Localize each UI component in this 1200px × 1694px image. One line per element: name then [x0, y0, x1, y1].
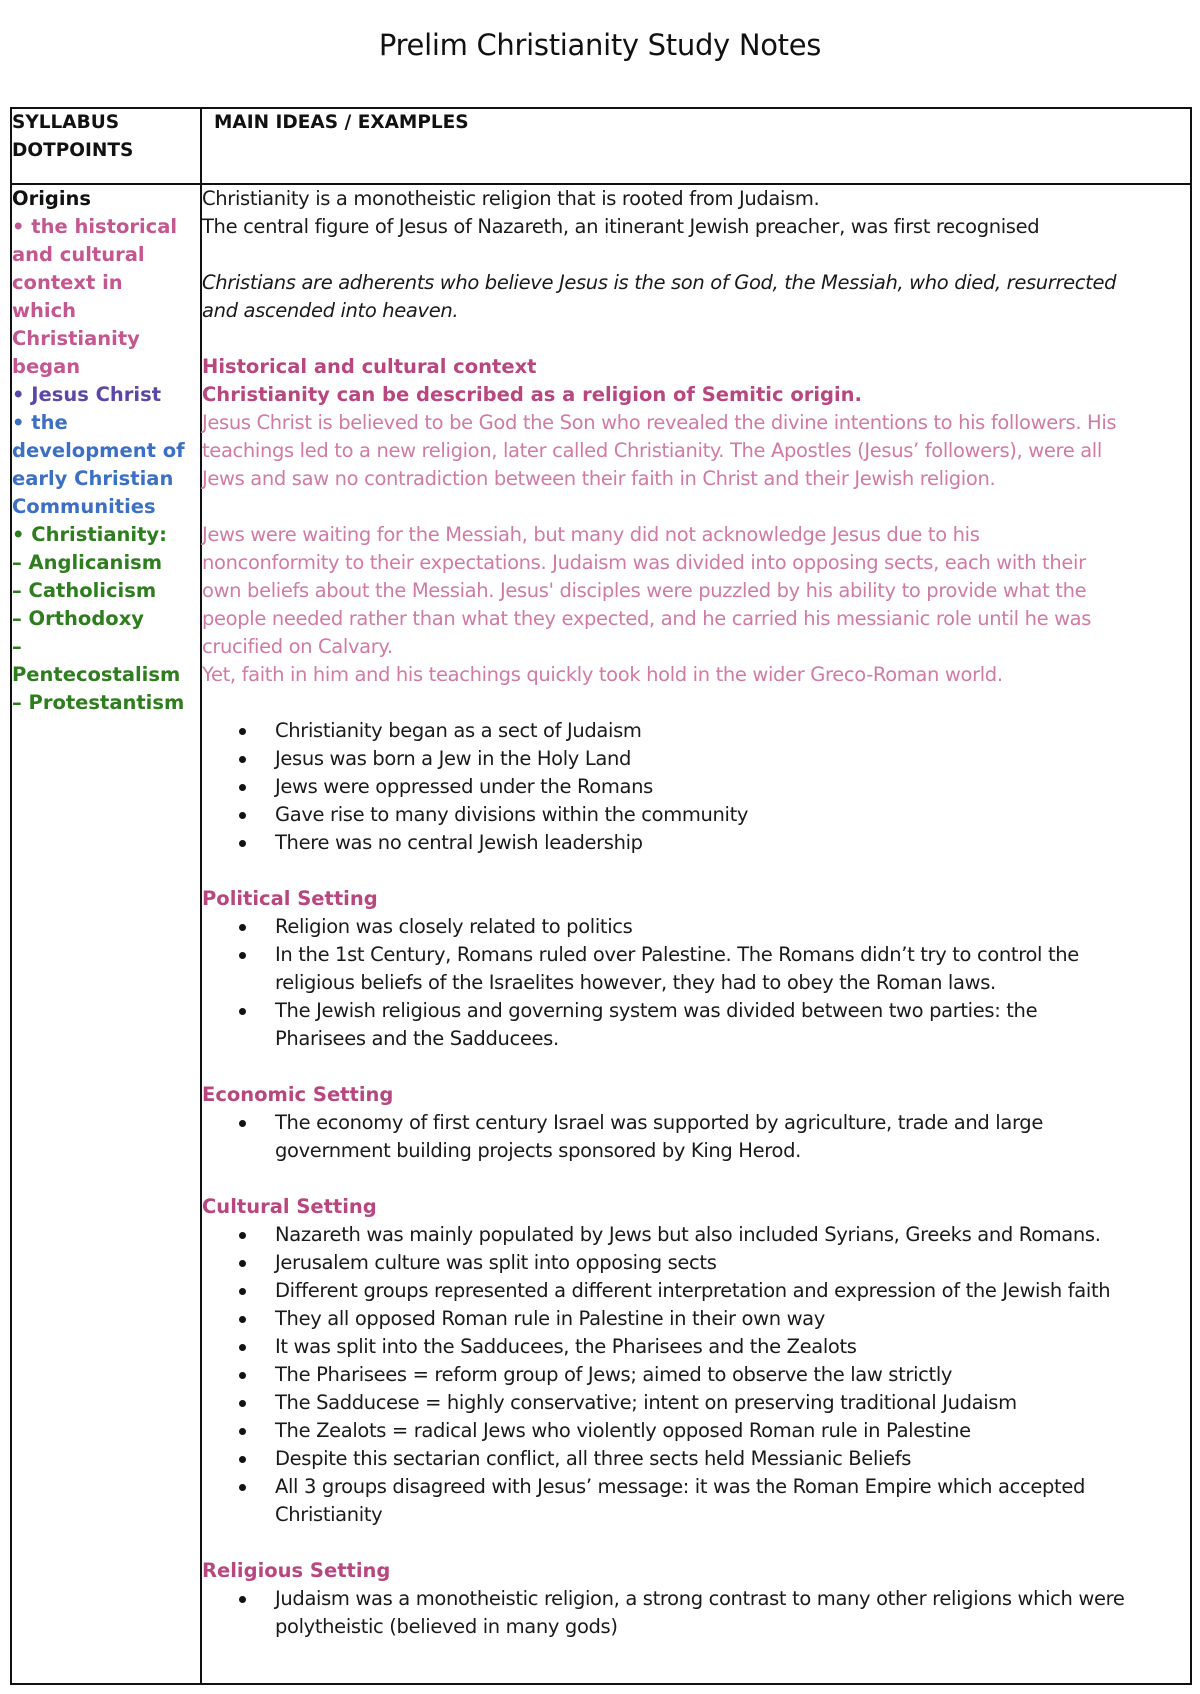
historical-paragraph-line: Jesus Christ is believed to be God the Son who revealed the divine intentions to his followers. His [202, 411, 1117, 434]
table-content-row [11, 184, 1191, 1684]
table-header-row [11, 108, 1191, 184]
syllabus-dotpoint-line: Christianity [12, 327, 140, 350]
main-ideas-cell [201, 184, 1191, 1684]
list-item-line: government building projects sponsored by King Herod. [275, 1139, 801, 1162]
list-item: Gave rise to many divisions within the community [202, 801, 1190, 829]
section-heading-political: Political Setting [202, 887, 378, 910]
historical-paragraph-line: people needed rather than what they expected, and he carried his messianic role until he was [202, 607, 1092, 630]
list-item: Christianity began as a sect of Judaism [202, 717, 1190, 745]
list-item-line: It was split into the Sadducees, the Pharisees and the Zealots [275, 1335, 857, 1358]
cultural-bullet-list [202, 1221, 1190, 1529]
historical-bullet-list [202, 717, 1190, 857]
syllabus-dotpoint-line: early Christian [12, 467, 174, 490]
list-item [202, 1109, 1190, 1165]
syllabus-dotpoint-line: which [12, 299, 77, 322]
list-item-line: All 3 groups disagreed with Jesus’ message: it was the Roman Empire which accepted [275, 1475, 1086, 1498]
list-item-line: Nazareth was mainly populated by Jews but also included Syrians, Greeks and Romans. [275, 1223, 1101, 1246]
historical-paragraph-line: Jews were waiting for the Messiah, but many did not acknowledge Jesus due to his [202, 523, 980, 546]
list-item [202, 941, 1190, 997]
syllabus-dotpoint-line: context in [12, 271, 123, 294]
syllabus-dotpoint-list [12, 185, 200, 717]
religious-bullet-list [202, 1585, 1190, 1641]
historical-paragraph-line: own beliefs about the Messiah. Jesus' disciples were puzzled by his ability to provide what the [202, 579, 1087, 602]
historical-paragraph-line: crucified on Calvary. [202, 635, 393, 658]
list-item-line: In the 1st Century, Romans ruled over Palestine. The Romans didn’t try to control the [275, 943, 1079, 966]
list-item [202, 1249, 1190, 1277]
list-item-line: They all opposed Roman rule in Palestine in their own way [275, 1307, 825, 1330]
list-item-line: The Zealots = radical Jews who violently opposed Roman rule in Palestine [275, 1419, 971, 1442]
header-syllabus-dotpoints [11, 108, 201, 184]
section-heading-economic: Economic Setting [202, 1083, 394, 1106]
syllabus-dotpoint-line: – [12, 635, 22, 658]
document-title: Prelim Christianity Study Notes [378, 28, 822, 62]
list-item-line: polytheistic (believed in many gods) [275, 1615, 618, 1638]
intro-line: The central figure of Jesus of Nazareth, an itinerant Jewish preacher, was first recognised [202, 215, 1040, 238]
syllabus-dotpoint-line: Communities [12, 495, 156, 518]
syllabus-dotpoints-cell [11, 184, 201, 1684]
list-item [202, 1417, 1190, 1445]
section-heading-cultural: Cultural Setting [202, 1195, 377, 1218]
political-bullet-list [202, 913, 1190, 1053]
list-item [202, 1445, 1190, 1473]
syllabus-dotpoint-line: – Orthodoxy [12, 607, 144, 630]
syllabus-dotpoint-line: – Catholicism [12, 579, 157, 602]
definition-line: and ascended into heaven. [202, 299, 459, 322]
list-item-line: Different groups represented a different interpretation and expression of the Jewish faith [275, 1279, 1111, 1302]
intro-line: Christianity is a monotheistic religion that is rooted from Judaism. [202, 187, 820, 210]
list-item: Jesus was born a Jew in the Holy Land [202, 745, 1190, 773]
syllabus-dotpoint-line: – Protestantism [12, 691, 185, 714]
list-item-line: Jerusalem culture was split into opposing sects [275, 1251, 717, 1274]
historical-paragraph-line: Yet, faith in him and his teachings quickly took hold in the wider Greco-Roman world. [202, 663, 1003, 686]
syllabus-dotpoint-line: began [12, 355, 81, 378]
list-item [202, 1361, 1190, 1389]
historical-paragraph-line: Jews and saw no contradiction between their faith in Christ and their Jewish religion. [202, 467, 996, 490]
list-item-line: The Sadducese = highly conservative; intent on preserving traditional Judaism [275, 1391, 1017, 1414]
list-item-line: Religion was closely related to politics [275, 915, 633, 938]
list-item: There was no central Jewish leadership [202, 829, 1190, 857]
historical-paragraph-line: nonconformity to their expectations. Judaism was divided into opposing sects, each with their [202, 551, 1086, 574]
list-item-line: Despite this sectarian conflict, all three sects held Messianic Beliefs [275, 1447, 912, 1470]
list-item [202, 913, 1190, 941]
header-col1-line1: SYLLABUS [12, 112, 120, 133]
section-heading-historical: Historical and cultural context [202, 355, 537, 378]
economic-bullet-list [202, 1109, 1190, 1165]
historical-paragraph-line: teachings led to a new religion, later called Christianity. The Apostles (Jesus’ followers), were all [202, 439, 1102, 462]
list-item: Jews were oppressed under the Romans [202, 773, 1190, 801]
list-item [202, 1389, 1190, 1417]
list-item-line: religious beliefs of the Israelites however, they had to obey the Roman laws. [275, 971, 996, 994]
study-notes-table [10, 107, 1192, 1685]
list-item [202, 1221, 1190, 1249]
list-item-line: Pharisees and the Sadducees. [275, 1027, 559, 1050]
syllabus-dotpoint-line: Origins [12, 187, 92, 210]
syllabus-dotpoint-line: • the historical [12, 215, 178, 238]
syllabus-dotpoint-line: • Christianity: [12, 523, 167, 546]
list-item [202, 1305, 1190, 1333]
list-item [202, 1473, 1190, 1529]
syllabus-dotpoint-line: • the [12, 411, 68, 434]
list-item-line: Christianity [275, 1503, 383, 1526]
list-item [202, 997, 1190, 1053]
list-item [202, 1277, 1190, 1305]
header-main-ideas [201, 108, 1191, 184]
section-heading-religious: Religious Setting [202, 1559, 391, 1582]
syllabus-dotpoint-line: • Jesus Christ [12, 383, 162, 406]
definition-line: Christians are adherents who believe Jesus is the son of God, the Messiah, who died, resurrected [202, 271, 1117, 294]
list-item [202, 1333, 1190, 1361]
syllabus-dotpoint-line: Pentecostalism [12, 663, 181, 686]
syllabus-dotpoint-line: development of [12, 439, 185, 462]
syllabus-dotpoint-line: and cultural [12, 243, 145, 266]
list-item-line: The economy of first century Israel was supported by agriculture, trade and large [275, 1111, 1043, 1134]
list-item-line: The Pharisees = reform group of Jews; aimed to observe the law strictly [275, 1363, 953, 1386]
list-item-line: Judaism was a monotheistic religion, a strong contrast to many other religions which were [275, 1587, 1125, 1610]
syllabus-dotpoint-line: – Anglicanism [12, 551, 163, 574]
header-col1-line2: DOTPOINTS [12, 140, 134, 161]
list-item-line: The Jewish religious and governing system was divided between two parties: the [275, 999, 1038, 1022]
header-col2-label: MAIN IDEAS / EXAMPLES [214, 112, 469, 133]
list-item [202, 1585, 1190, 1641]
historical-subheading: Christianity can be described as a religion of Semitic origin. [202, 383, 862, 406]
